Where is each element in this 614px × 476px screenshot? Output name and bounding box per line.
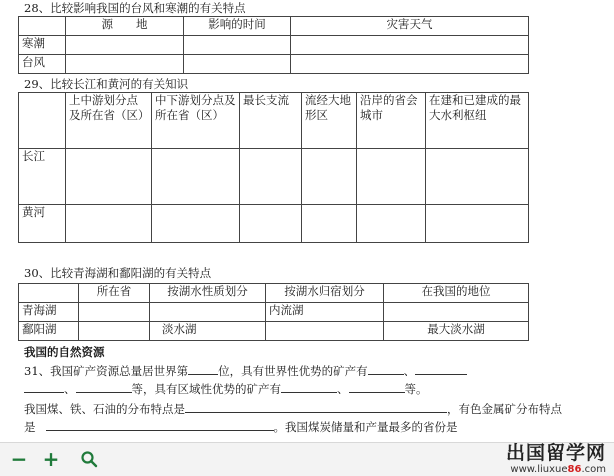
q29-header-longest-tributary: 最长支流 <box>240 93 302 149</box>
blank[interactable] <box>415 362 467 375</box>
q31-line4 <box>24 418 458 435</box>
blank[interactable] <box>185 400 447 413</box>
q30-cell[interactable] <box>266 322 384 341</box>
q31-line1 <box>24 362 467 379</box>
q31-text: 我国煤、铁、石油的分布特点是 <box>24 402 185 416</box>
watermark-logo <box>506 442 606 475</box>
q28-corner-cell <box>19 17 66 36</box>
q30-corner-cell <box>19 284 79 303</box>
q31-line2 <box>24 380 428 397</box>
q29-header-hydro: 在建和已建成的最大水利枢纽 <box>426 93 529 149</box>
q28-cell[interactable] <box>291 55 529 74</box>
q30-cell[interactable] <box>150 303 266 322</box>
q29-row-label: 长江 <box>19 149 66 205</box>
q30-table <box>18 283 529 341</box>
q31-text: 等。 <box>404 382 428 396</box>
q28-cell[interactable] <box>184 55 291 74</box>
q29-header-landforms: 流经大地形区 <box>302 93 357 149</box>
brand-name: 出国留学网 <box>505 442 606 464</box>
q31-text: 、 <box>64 382 76 396</box>
search-icon[interactable] <box>78 448 100 470</box>
blank[interactable] <box>188 362 218 375</box>
q28-cell[interactable] <box>66 36 184 55</box>
blank[interactable] <box>46 418 274 431</box>
q29-cell[interactable] <box>357 205 426 243</box>
q31-text: 31、我国矿产资源总量居世界第 <box>24 364 189 378</box>
q29-header-upper-middle: 上中游划分点及所在省（区） <box>66 93 152 149</box>
q29-cell[interactable] <box>240 205 302 243</box>
q30-header-water-outlet: 按湖水归宿划分 <box>266 284 384 303</box>
q29-cell[interactable] <box>426 205 529 243</box>
q30-cell[interactable] <box>79 322 150 341</box>
q28-cell[interactable] <box>66 55 184 74</box>
q31-text: 、 <box>337 382 349 396</box>
q29-cell[interactable] <box>66 149 152 205</box>
q28-row-label: 台风 <box>19 55 66 74</box>
q29-table <box>18 92 529 243</box>
q30-header-water-nature: 按湖水性质划分 <box>150 284 266 303</box>
q28-header-weather: 灾害天气 <box>291 17 529 36</box>
q31-text: ，有色金属矿分布特点 <box>447 402 562 416</box>
q29-row-label: 黄河 <box>19 205 66 243</box>
q28-cell[interactable] <box>184 36 291 55</box>
q29-cell[interactable] <box>152 205 240 243</box>
zoom-in-icon[interactable]: + <box>42 447 60 471</box>
q29-header-middle-lower: 中下游划分点及所在省（区） <box>152 93 240 149</box>
blank[interactable] <box>281 380 337 393</box>
zoom-out-icon[interactable]: − <box>10 447 28 471</box>
q28-table <box>18 16 529 74</box>
q31-text: 等，具有区域性优势的矿产有 <box>131 382 281 396</box>
blank[interactable] <box>76 380 132 393</box>
q28-title: 28、比较影响我国的台风和寒潮的有关特点 <box>24 1 246 15</box>
blank[interactable] <box>368 362 404 375</box>
q29-cell[interactable] <box>426 149 529 205</box>
q30-title: 30、比较青海湖和鄱阳湖的有关特点 <box>24 266 212 280</box>
q30-cell[interactable]: 淡水湖 <box>150 322 266 341</box>
q30-header-status: 在我国的地位 <box>384 284 529 303</box>
q29-cell[interactable] <box>302 205 357 243</box>
q30-header-province: 所在省 <box>79 284 150 303</box>
q31-text: 是 <box>24 420 36 434</box>
q28-header-time: 影响的时间 <box>184 17 291 36</box>
blank[interactable] <box>24 380 64 393</box>
q31-line3 <box>24 400 562 417</box>
q30-row-label: 青海湖 <box>19 303 79 322</box>
q30-cell[interactable] <box>79 303 150 322</box>
q29-cell[interactable] <box>357 149 426 205</box>
q31-text: 、 <box>403 364 416 378</box>
brand-url: www.liuxue86.com <box>510 464 606 475</box>
resources-heading: 我国的自然资源 <box>24 345 105 359</box>
q30-cell[interactable]: 内流湖 <box>266 303 384 322</box>
q29-corner-cell <box>19 93 66 149</box>
q30-cell[interactable]: 最大淡水湖 <box>384 322 529 341</box>
q28-header-source: 源 地 <box>66 17 184 36</box>
q29-header-capitals: 沿岸的省会城市 <box>357 93 426 149</box>
q28-row-label: 寒潮 <box>19 36 66 55</box>
q29-cell[interactable] <box>152 149 240 205</box>
q29-cell[interactable] <box>240 149 302 205</box>
q29-cell[interactable] <box>302 149 357 205</box>
q31-text: 位，具有世界性优势的矿产有 <box>218 364 368 378</box>
blank[interactable] <box>349 380 405 393</box>
q30-row-label: 鄱阳湖 <box>19 322 79 341</box>
q29-title: 29、比较长江和黄河的有关知识 <box>24 77 189 91</box>
q30-cell[interactable] <box>384 303 529 322</box>
q29-cell[interactable] <box>66 205 152 243</box>
q31-text: 。我国煤炭储量和产量最多的省份是 <box>273 420 458 434</box>
q28-cell[interactable] <box>291 36 529 55</box>
